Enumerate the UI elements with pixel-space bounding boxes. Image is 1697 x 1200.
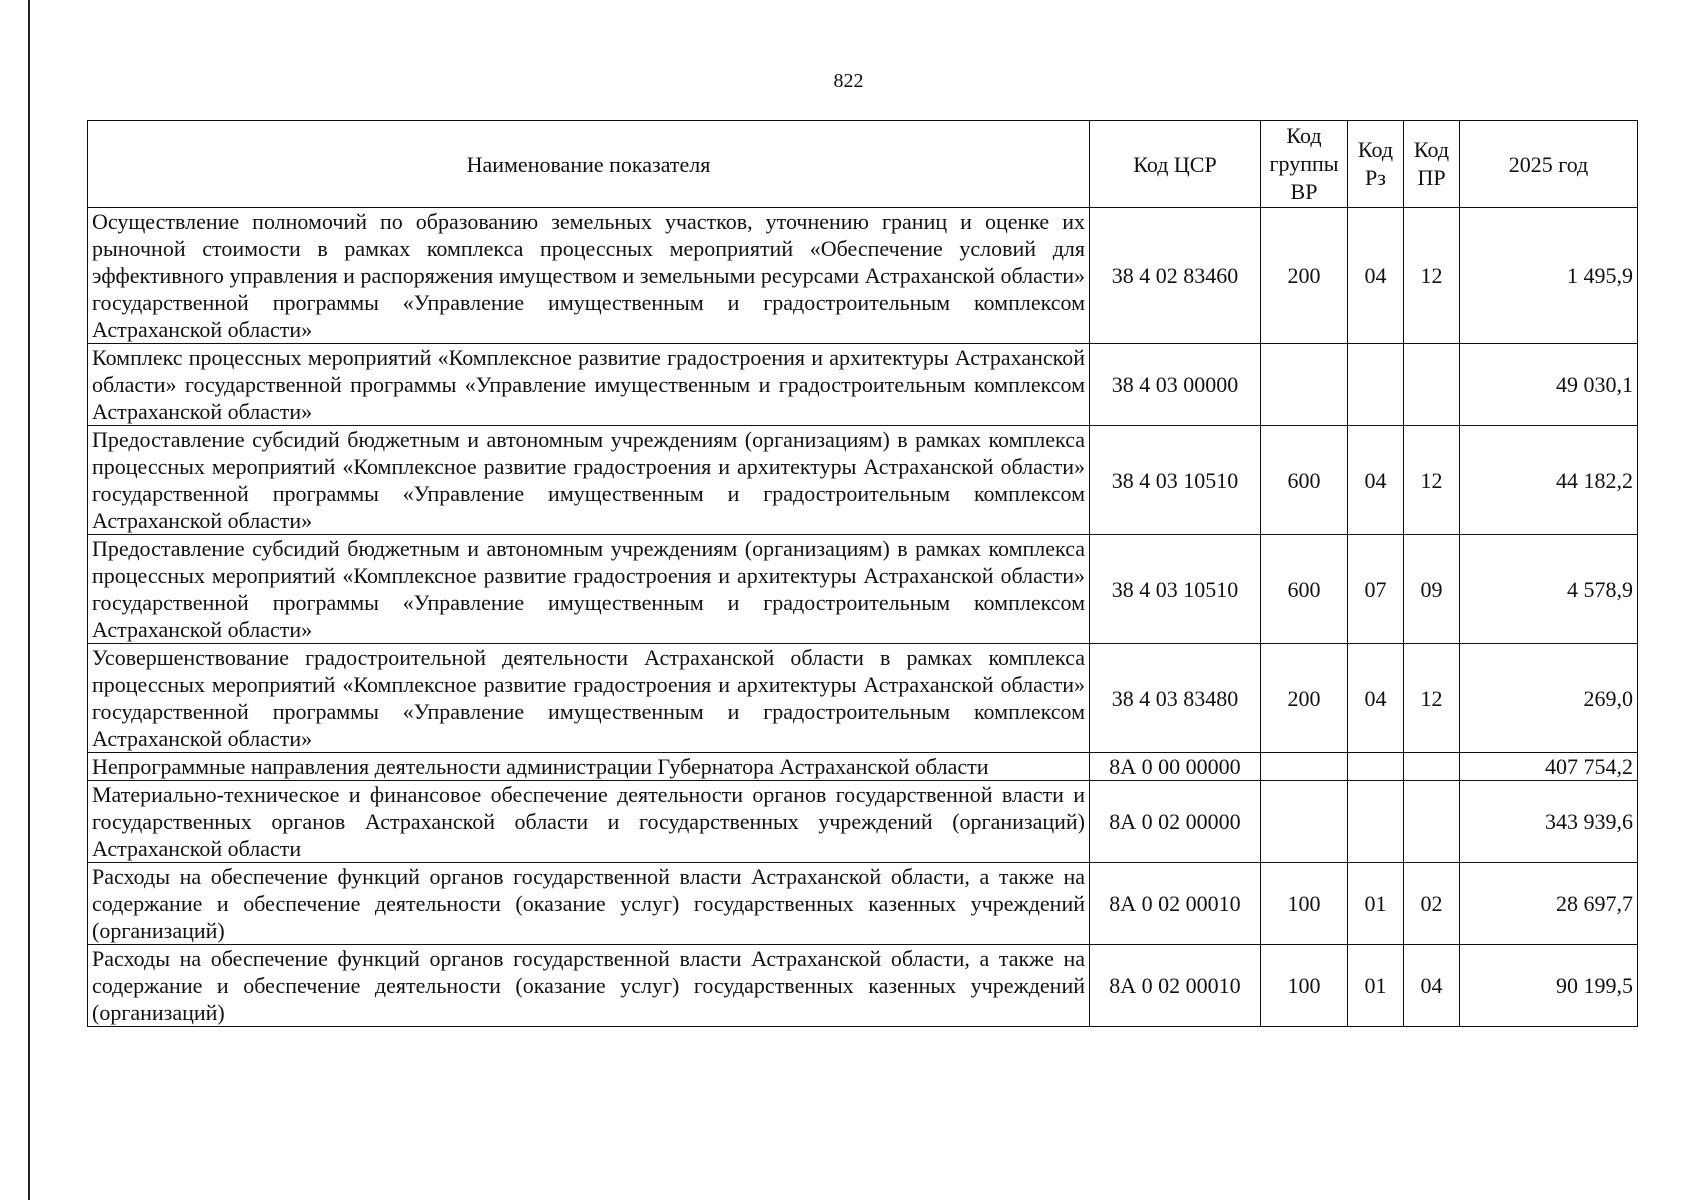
table-row <box>88 863 1638 945</box>
row-rz: 04 <box>1348 426 1404 535</box>
row-csr: 38 4 02 83460 <box>1090 208 1261 344</box>
row-csr: 38 4 03 10510 <box>1090 426 1261 535</box>
row-csr: 8А 0 00 00000 <box>1090 753 1261 781</box>
row-vr <box>1261 753 1348 781</box>
table-row <box>88 781 1638 863</box>
row-vr <box>1261 781 1348 863</box>
row-pr <box>1404 781 1460 863</box>
row-rz <box>1348 781 1404 863</box>
header-csr: Код ЦСР <box>1090 121 1261 208</box>
table-row <box>88 644 1638 753</box>
row-rz <box>1348 344 1404 426</box>
row-vr: 100 <box>1261 945 1348 1027</box>
row-amount: 44 182,2 <box>1460 426 1638 535</box>
table-row <box>88 945 1638 1027</box>
header-vr: Код группы ВР <box>1261 121 1348 208</box>
scan-edge-line <box>28 0 30 1200</box>
row-rz <box>1348 753 1404 781</box>
row-rz: 01 <box>1348 945 1404 1027</box>
header-amount: 2025 год <box>1460 121 1638 208</box>
budget-table <box>87 120 1638 1027</box>
row-csr: 38 4 03 00000 <box>1090 344 1261 426</box>
row-amount: 343 939,6 <box>1460 781 1638 863</box>
row-name: Материально-техническое и финансовое обеспечение деятельности органов государственной власти и государственных органов Астраханской области и государственных учреждений (организаций) Астраханской области <box>88 781 1090 863</box>
row-name: Предоставление субсидий бюджетным и автономным учреждениям (организациям) в рамках комплекса процессных мероприятий «Комплексное развитие градостроения и архитектуры Астраханской области» государственной программы «Управление имущественным и градостроительным комплексом Астраханской области» <box>88 426 1090 535</box>
row-rz: 01 <box>1348 863 1404 945</box>
row-vr: 200 <box>1261 208 1348 344</box>
row-vr: 200 <box>1261 644 1348 753</box>
row-rz: 07 <box>1348 535 1404 644</box>
table-row <box>88 344 1638 426</box>
row-vr <box>1261 344 1348 426</box>
row-amount: 4 578,9 <box>1460 535 1638 644</box>
table-row <box>88 426 1638 535</box>
row-name: Предоставление субсидий бюджетным и автономным учреждениям (организациям) в рамках комплекса процессных мероприятий «Комплексное развитие градостроения и архитектуры Астраханской области» государственной программы «Управление имущественным и градостроительным комплексом Астраханской области» <box>88 535 1090 644</box>
row-amount: 49 030,1 <box>1460 344 1638 426</box>
row-pr: 12 <box>1404 426 1460 535</box>
row-name: Расходы на обеспечение функций органов государственной власти Астраханской области, а также на содержание и обеспечение деятельности (оказание услуг) государственных казенных учреждений (организаций) <box>88 945 1090 1027</box>
row-pr: 04 <box>1404 945 1460 1027</box>
header-rz: Код Рз <box>1348 121 1404 208</box>
row-pr: 09 <box>1404 535 1460 644</box>
table-row <box>88 535 1638 644</box>
row-amount: 269,0 <box>1460 644 1638 753</box>
table-header-row <box>88 121 1638 208</box>
row-name: Расходы на обеспечение функций органов государственной власти Астраханской области, а также на содержание и обеспечение деятельности (оказание услуг) государственных казенных учреждений (организаций) <box>88 863 1090 945</box>
row-vr: 600 <box>1261 535 1348 644</box>
row-csr: 8А 0 02 00000 <box>1090 781 1261 863</box>
table-row <box>88 208 1638 344</box>
row-name: Осуществление полномочий по образованию земельных участков, уточнению границ и оценке их рыночной стоимости в рамках комплекса процессных мероприятий «Обеспечение условий для эффективного управления и распоряжения имуществом и земельными ресурсами Астраханской области» государственной программы «Управление имущественным и градостроительным комплексом Астраханской области» <box>88 208 1090 344</box>
row-rz: 04 <box>1348 208 1404 344</box>
row-pr <box>1404 753 1460 781</box>
row-pr <box>1404 344 1460 426</box>
row-pr: 12 <box>1404 644 1460 753</box>
row-name: Комплекс процессных мероприятий «Комплексное развитие градостроения и архитектуры Астраханской области» государственной программы «Управление имущественным и градостроительным комплексом Астраханской области» <box>88 344 1090 426</box>
row-csr: 8А 0 02 00010 <box>1090 945 1261 1027</box>
row-amount: 90 199,5 <box>1460 945 1638 1027</box>
row-vr: 100 <box>1261 863 1348 945</box>
row-csr: 8А 0 02 00010 <box>1090 863 1261 945</box>
row-name: Усовершенствование градостроительной деятельности Астраханской области в рамках комплекса процессных мероприятий «Комплексное развитие градостроения и архитектуры Астраханской области» государственной программы «Управление имущественным и градостроительным комплексом Астраханской области» <box>88 644 1090 753</box>
row-pr: 12 <box>1404 208 1460 344</box>
row-pr: 02 <box>1404 863 1460 945</box>
header-name: Наименование показателя <box>88 121 1090 208</box>
row-vr: 600 <box>1261 426 1348 535</box>
row-csr: 38 4 03 10510 <box>1090 535 1261 644</box>
row-amount: 28 697,7 <box>1460 863 1638 945</box>
row-amount: 407 754,2 <box>1460 753 1638 781</box>
header-pr: Код ПР <box>1404 121 1460 208</box>
page-number: 822 <box>833 70 864 92</box>
table-row <box>88 753 1638 781</box>
row-csr: 38 4 03 83480 <box>1090 644 1261 753</box>
row-rz: 04 <box>1348 644 1404 753</box>
row-amount: 1 495,9 <box>1460 208 1638 344</box>
row-name: Непрограммные направления деятельности администрации Губернатора Астраханской области <box>88 753 1090 781</box>
